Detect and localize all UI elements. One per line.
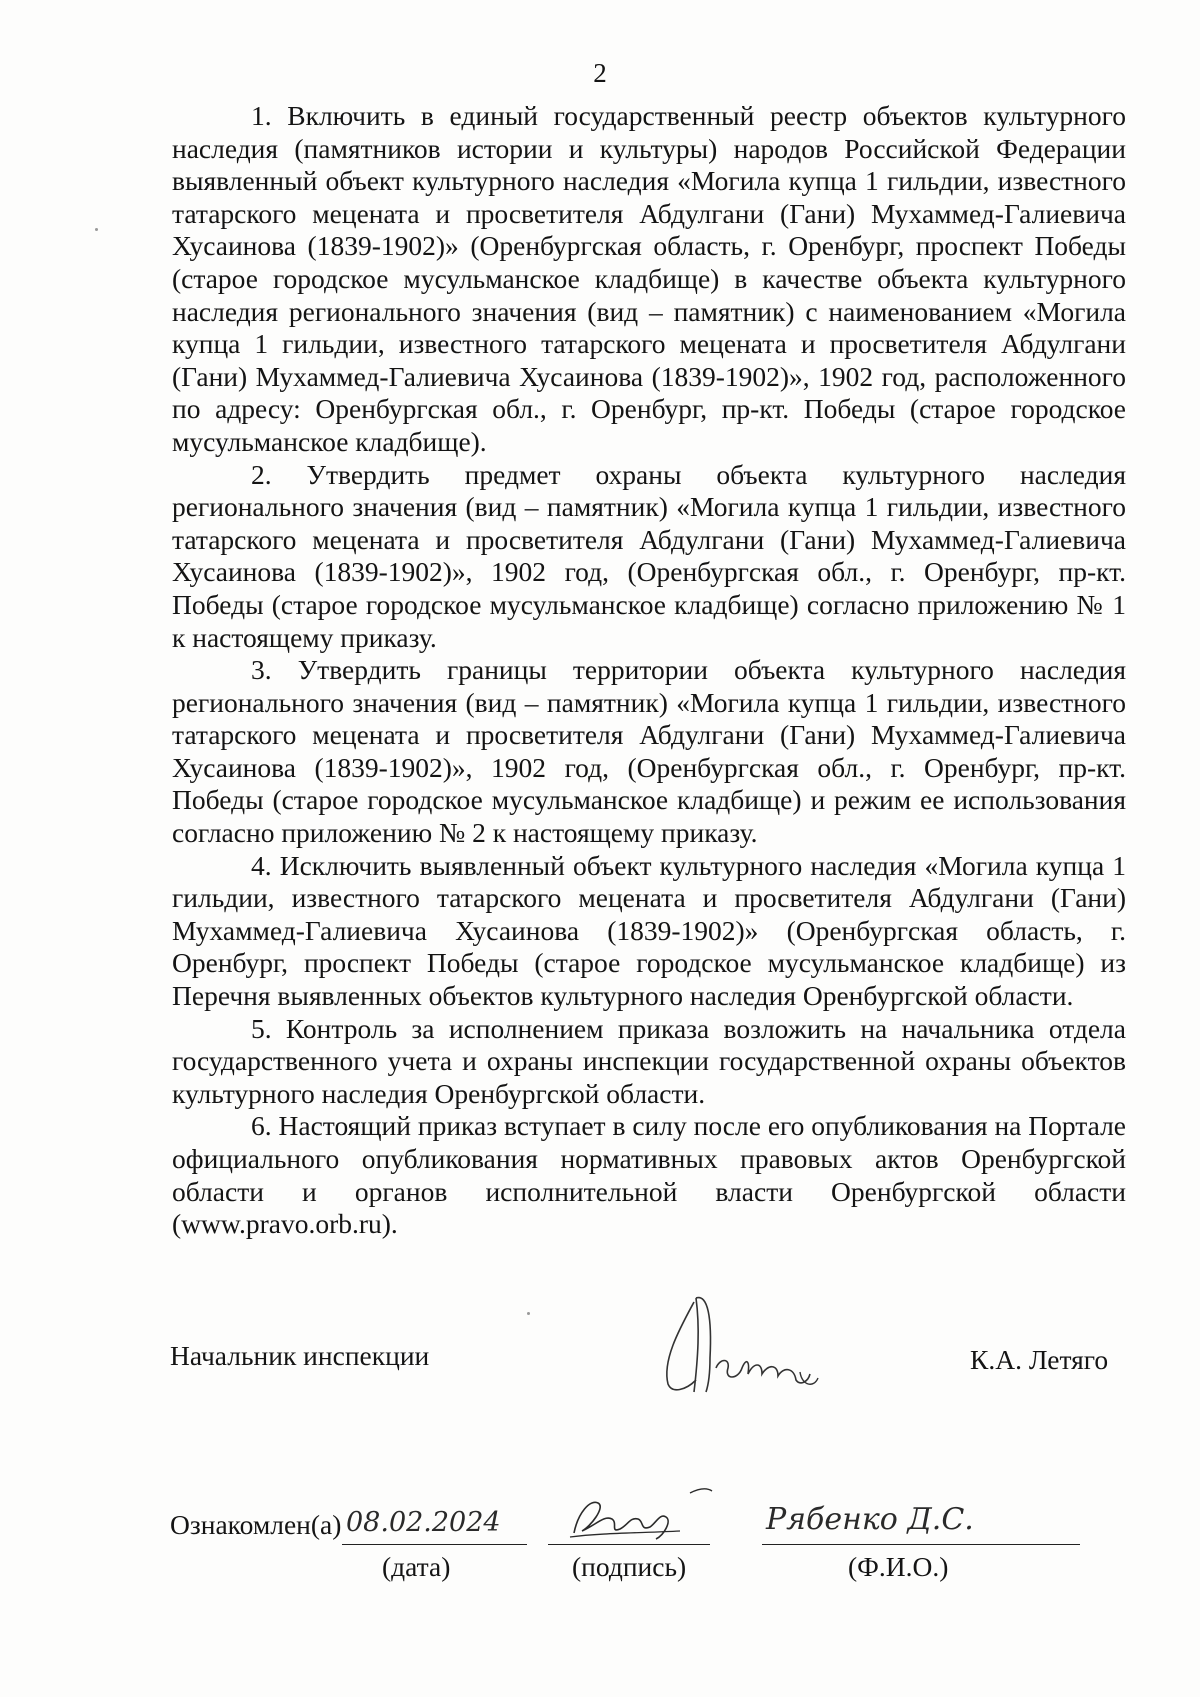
paragraph-4: 4. Исключить выявленный объект культурного наследия «Могила купца 1 гильдии, известного татарского мецената и просветителя Абдулгани (Гани) Мухаммед-Галиевича Хусаинова (1839-1902)» (Оренбургская область, г. Оренбург, проспект Победы (старое городское мусульманское кладбище) из Перечня выявленных объектов культурного наследия Оренбургской области.: [172, 849, 1126, 1012]
document-body: [172, 100, 1126, 1241]
handwritten-full-name: [762, 1483, 1102, 1549]
name-underline: [762, 1544, 1080, 1545]
handwritten-date-text: 08.02.2024: [346, 1507, 501, 1538]
handwritten-date: [342, 1495, 532, 1547]
paragraph-1: 1. Включить в единый государственный реестр объектов культурного наследия (памятников истории и культуры) народов Российской Федерации выявленный объект культурного наследия «Могила купца 1 гильдии, известного татарского мецената и просветителя Абдулгани (Гани) Мухаммед-Галиевича Хусаинова (1839-1902)» (Оренбургская область, г. Оренбург, проспект Победы (старое городское мусульманское кладбище) в качестве объекта культурного наследия регионального значения (вид – памятник) с наименованием «Могила купца 1 гильдии, известного татарского мецената и просветителя Абдулгани (Гани) Мухаммед-Галиевича Хусаинова (1839-1902)», 1902 год, расположенного по адресу: Оренбургская обл., г. Оренбург, пр-кт. Победы (старое городское мусульманское кладбище).: [172, 100, 1126, 457]
paragraph-6: 6. Настоящий приказ вступает в силу после его опубликования на Портале официального опубликования нормативных правовых актов Оренбургской области и органов исполнительной власти Оренбургской области (www.pravo.orb.ru).: [172, 1110, 1126, 1240]
handwritten-full-name-text: Рябенко Д.С.: [766, 1502, 974, 1537]
acknowledgement-signature: [560, 1473, 730, 1547]
paragraph-2: 2. Утвердить предмет охраны объекта культурного наследия регионального значения (вид – памятник) «Могила купца 1 гильдии, известного татарского мецената и просветителя Абдулгани (Гани) Мухаммед-Галиевича Хусаинова (1839-1902)», 1902 год, (Оренбургская обл., г. Оренбург, пр-кт. Победы (старое городское мусульманское кладбище) согласно приложению № 1 к настоящему приказу.: [172, 458, 1126, 653]
caption-full-name: (Ф.И.О.): [848, 1551, 949, 1582]
caption-date: (дата): [382, 1551, 451, 1582]
scan-speck: [95, 228, 98, 231]
signer-name: К.А. Летяго: [970, 1344, 1109, 1375]
signature-underline: [548, 1544, 710, 1545]
signature-block: [0, 1340, 1200, 1420]
date-underline: [342, 1544, 527, 1545]
signer-title: Начальник инспекции: [170, 1340, 430, 1371]
acknowledgement-block: [0, 1495, 1200, 1615]
scan-speck: [527, 1312, 530, 1315]
paragraph-5: 5. Контроль за исполнением приказа возложить на начальника отдела государственного учета и охраны инспекции государственной охраны объектов культурного наследия Оренбургской области.: [172, 1012, 1126, 1109]
caption-signature: (подпись): [572, 1551, 687, 1582]
page-number: 2: [593, 58, 607, 88]
handwritten-signature: [650, 1288, 850, 1398]
acknowledgement-label: Ознакомлен(а): [170, 1509, 342, 1540]
paragraph-3: 3. Утвердить границы территории объекта культурного наследия регионального значения (вид – памятник) «Могила купца 1 гильдии, известного татарского мецената и просветителя Абдулгани (Гани) Мухаммед-Галиевича Хусаинова (1839-1902)», 1902 год, (Оренбургская обл., г. Оренбург, пр-кт. Победы (старое городское мусульманское кладбище) и режим ее использования согласно приложению № 2 к настоящему приказу.: [172, 654, 1126, 849]
